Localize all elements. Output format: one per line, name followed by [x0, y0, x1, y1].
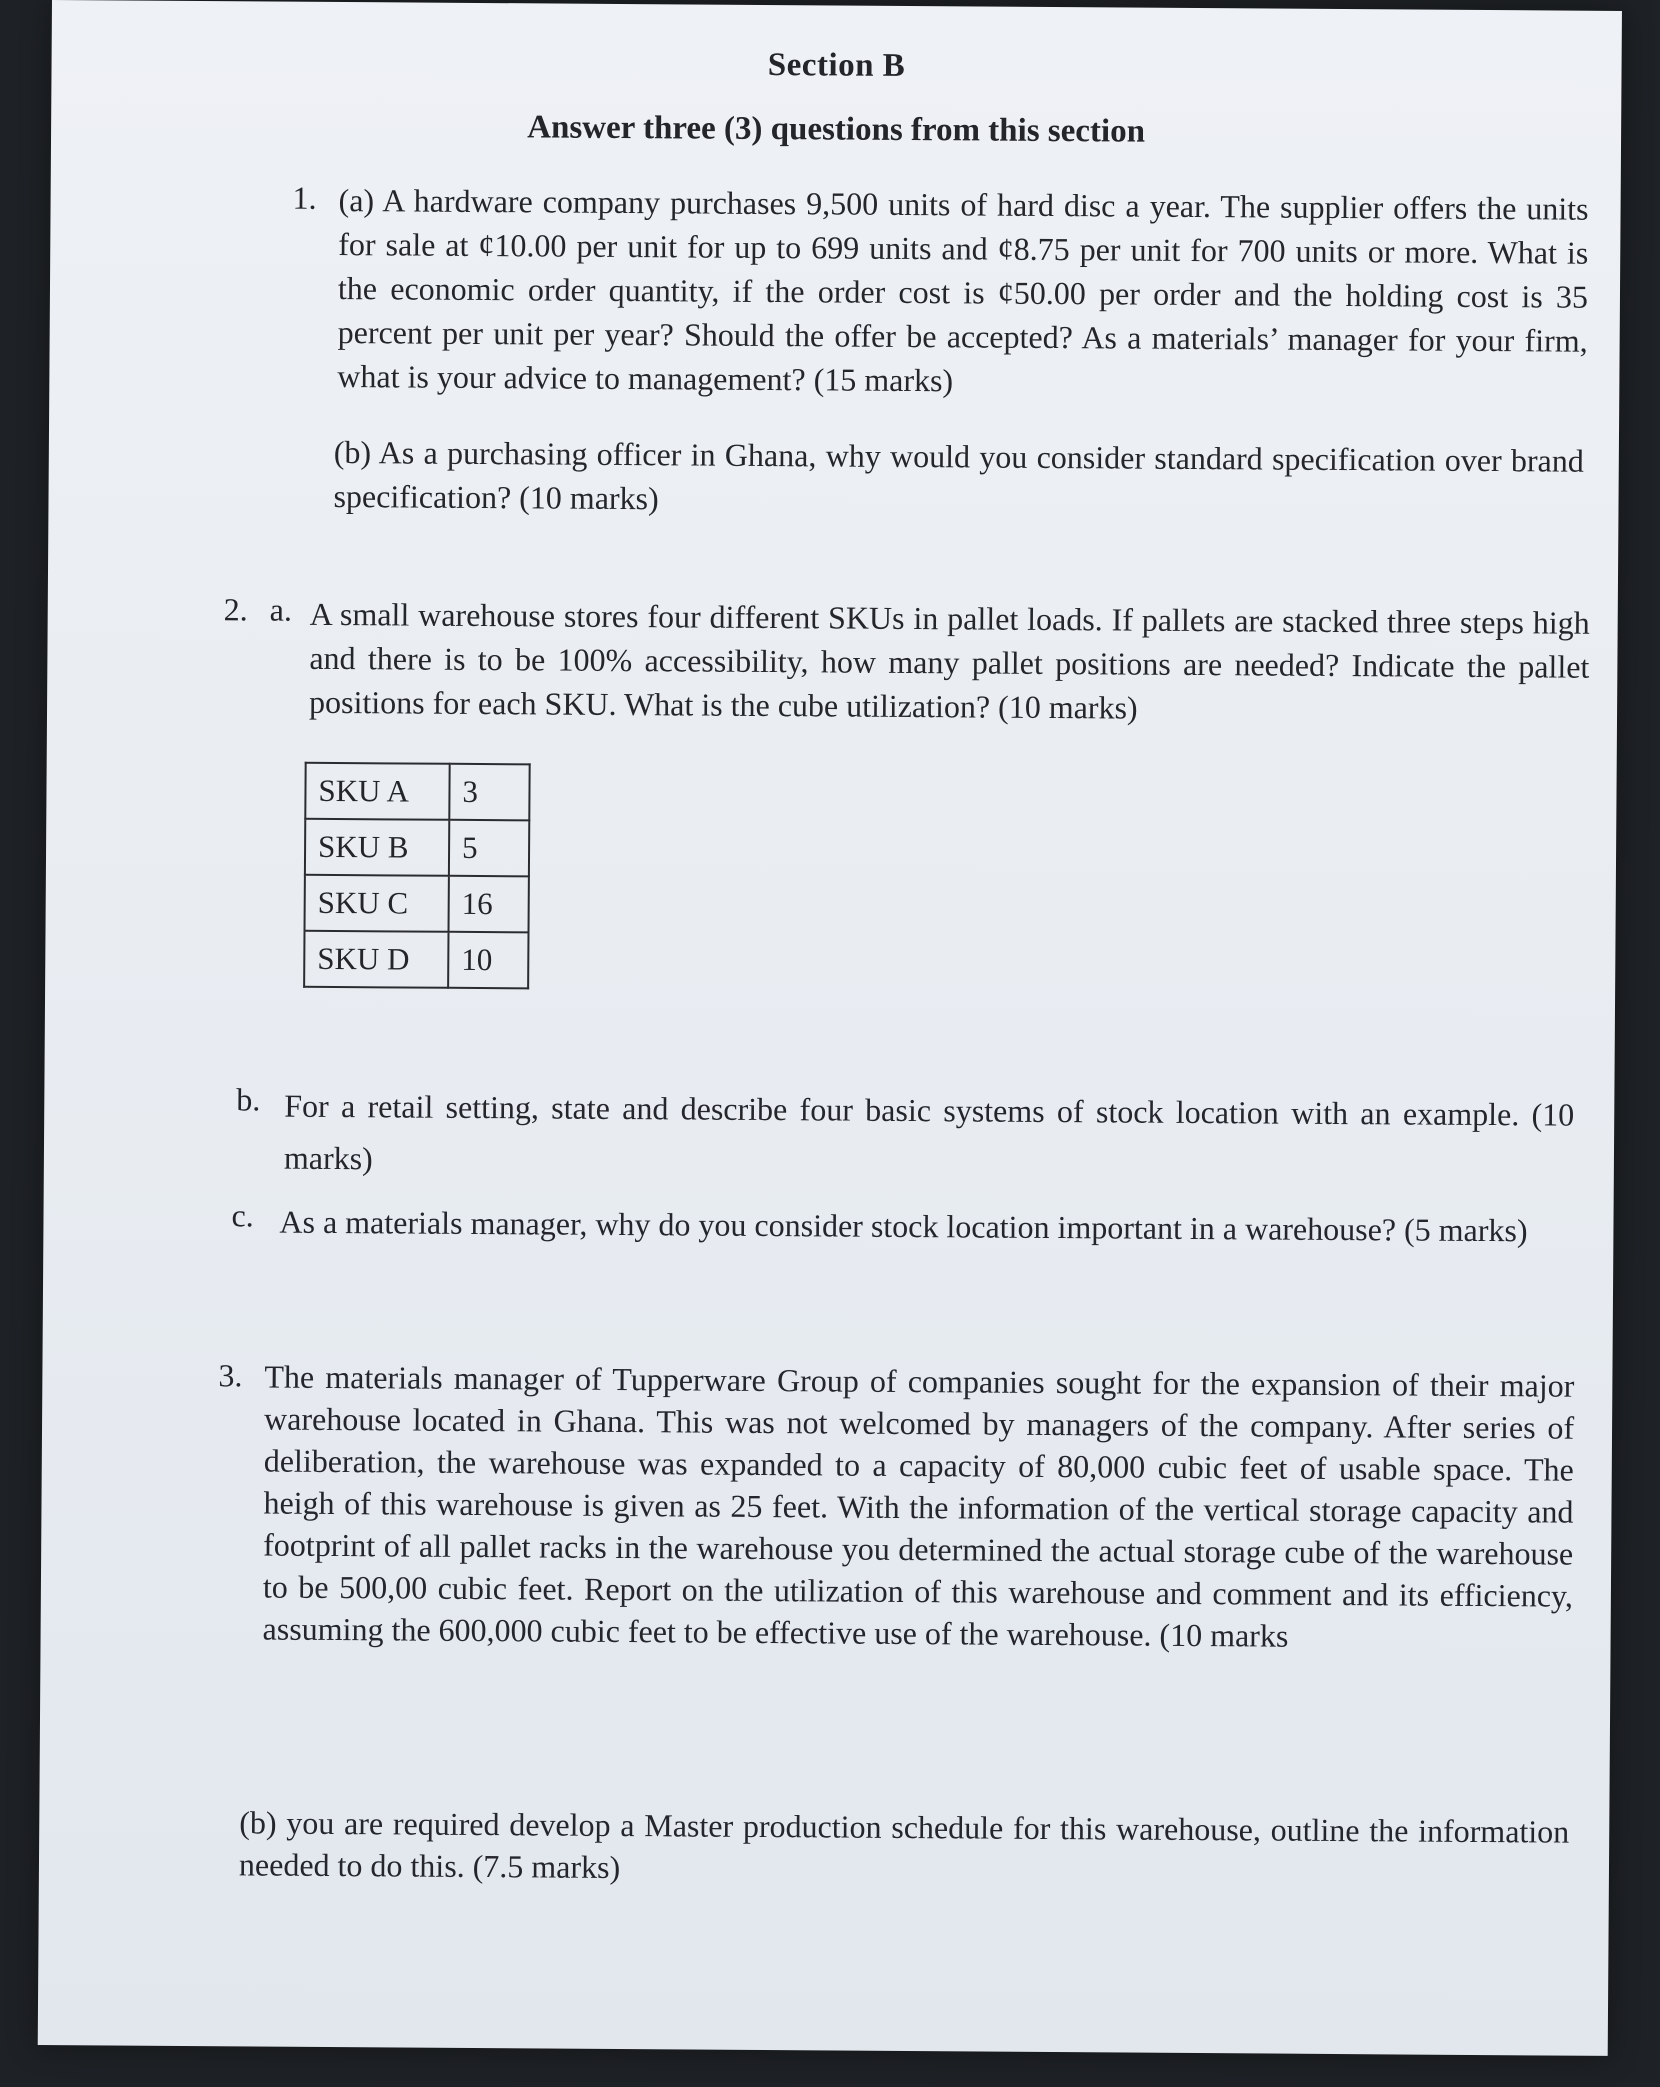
section-title: Section B — [767, 46, 906, 84]
question-2a-text — [309, 592, 1590, 733]
exam-paper — [38, 0, 1622, 2056]
sku-table — [303, 762, 531, 990]
sku-qty-cell: 10 — [448, 932, 528, 989]
question-3b-text: (b) you are required develop a Master production schedule for this warehouse, outline the information needed to do this. (7.5 marks) — [238, 1804, 1570, 1886]
sku-name-cell: SKU A — [305, 763, 449, 820]
question-1a-text: (a) A hardware company purchases 9,500 units of hard disc a year. The supplier offers the units for sale at ¢10.00 per unit for up to 699 units and ¢8.75 per unit for 700 units or more. What is the economic order quantity, if the order cost is ¢50.00 per order and the holding cost is 35 percent per unit per year? Should the offer be accepted? As a materials’ manager for your firm, what is your advice to management? (15 marks) — [337, 182, 1589, 399]
sku-table-row — [305, 763, 529, 821]
question-2a-body: A small warehouse stores four different SKUs in pallet loads. If pallets are stacked three steps high and there is to be 100% accessibility, how many pallet positions are needed? Indicate the pallet positions for each SKU. What is the cube utilization? (10 marks) — [308, 595, 1590, 726]
question-2-number: 2. — [223, 591, 248, 628]
question-2b-label: b. — [236, 1081, 261, 1118]
section-instruction: Answer three (3) questions from this section — [527, 109, 1146, 150]
question-1-number: 1. — [292, 179, 317, 216]
sku-table-row — [305, 875, 529, 933]
question-3a-text: The materials manager of Tupperware Group of companies sought for the expansion of their major warehouse located in Ghana. This was not welcomed by managers of the company. After series of deliberation, the warehouse was expanded to a capacity of 80,000 cubic feet of usable space. The heigh of this warehouse is given as 25 feet. With the information of the vertical storage capacity and footprint of all pallet racks in the warehouse you determined the actual storage cube of the warehouse to be 500,00 cubic feet. Report on the utilization of this warehouse and comment and its efficiency, assuming the 600,000 cubic feet to be effective use of the warehouse. (10 marks — [262, 1358, 1575, 1654]
sku-name-cell: SKU C — [305, 875, 449, 932]
sku-name-cell: SKU D — [304, 931, 448, 988]
question-2c-label: c. — [231, 1197, 254, 1234]
question-2c-text: As a materials manager, why do you consider stock location important in a warehouse? (5 marks) — [279, 1203, 1528, 1249]
sku-table-row — [304, 931, 528, 989]
question-1b-text: (b) As a purchasing officer in Ghana, why would you consider standard specification over brand specification? (10 marks) — [333, 433, 1584, 517]
question-2a-label: a. — [269, 591, 293, 628]
sku-name-cell: SKU B — [305, 819, 449, 876]
sku-qty-cell: 5 — [449, 820, 529, 877]
sku-qty-cell: 3 — [449, 764, 529, 821]
sku-qty-cell: 16 — [449, 876, 529, 933]
question-2b-text: For a retail setting, state and describe four basic systems of stock location with an example. (10 marks) — [283, 1087, 1575, 1177]
sku-table-row — [305, 819, 529, 877]
question-3-number: 3. — [218, 1357, 243, 1394]
